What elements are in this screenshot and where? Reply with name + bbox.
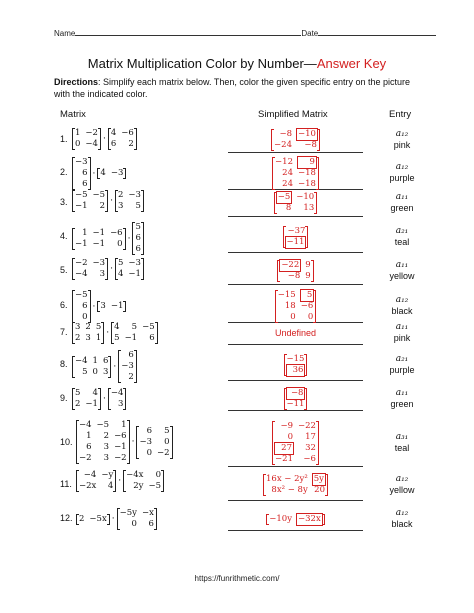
matrix-cell: 1	[86, 431, 92, 441]
matrix	[111, 322, 157, 344]
answer-field[interactable]	[228, 222, 363, 253]
matrix-cell: 24	[282, 167, 293, 178]
entry-cell	[380, 260, 424, 282]
matrix-cell: 6	[102, 355, 109, 366]
matrix-cell: 0	[164, 436, 170, 447]
matrix-cell: 4	[117, 269, 124, 279]
matrix	[132, 222, 143, 255]
matrix-cell: −11	[286, 237, 305, 247]
entry-position: a₂₁	[395, 354, 409, 364]
answer-field[interactable]	[228, 508, 363, 531]
answer-field[interactable]	[228, 388, 363, 411]
matrix-cell: 6	[135, 244, 141, 254]
problem-expression	[72, 222, 144, 255]
name-blank[interactable]	[75, 27, 301, 36]
matrix-cell: −4x	[126, 470, 144, 480]
multiply-dot: ·	[118, 476, 122, 486]
entry-color: yellow	[389, 485, 415, 495]
matrix-cell: 36	[287, 365, 305, 376]
matrix-cell: 0	[131, 519, 137, 529]
title-answer-key: Answer Key	[316, 56, 387, 71]
matrix-cell: 13	[303, 203, 315, 213]
matrix-cell: 3	[85, 333, 91, 343]
matrix-cell: −2	[79, 453, 92, 463]
matrix	[263, 474, 328, 496]
matrix	[115, 258, 144, 280]
entry-position: a₁₁	[395, 192, 409, 202]
entry-cell	[380, 192, 424, 214]
date-blank[interactable]	[318, 27, 436, 36]
problem-number: 8.	[60, 359, 68, 369]
matrix-cell: 32	[305, 443, 316, 453]
matrix-cell: −2	[114, 453, 127, 463]
answer-field[interactable]	[228, 470, 363, 501]
col-header-simplified: Simplified Matrix	[258, 109, 328, 120]
matrix-cell: 9	[305, 271, 311, 281]
matrix	[136, 426, 172, 459]
multiply-dot: ·	[127, 233, 131, 244]
matrix-cell: −6	[110, 227, 123, 238]
multiply-dot: ·	[110, 196, 113, 206]
col-header-entry: Entry	[389, 109, 412, 120]
matrix-cell: −3	[139, 436, 152, 447]
matrix	[115, 190, 144, 212]
matrix	[76, 420, 130, 464]
problem-number: 10.	[60, 437, 73, 447]
title-main: Matrix Multiplication Color by Number—	[87, 56, 317, 71]
problem-number: 5.	[60, 265, 68, 275]
problem-number: 7.	[60, 327, 68, 337]
matrix-cell: −5	[142, 322, 155, 332]
answer-field[interactable]	[228, 322, 363, 345]
matrix-cell: 5	[95, 322, 102, 332]
matrix-cell: −5	[96, 420, 110, 430]
matrix-cell: 1	[75, 128, 81, 138]
directions-text: : Simplify each matrix below. Then, color the given specific entry on the picture with the indicated color.	[54, 77, 411, 99]
multiply-dot: ·	[92, 168, 96, 179]
matrix-cell: 5	[131, 322, 138, 332]
matrix	[72, 290, 91, 323]
problem-number: 12.	[60, 513, 73, 523]
multiply-dot: ·	[111, 514, 115, 524]
matrix-cell: −2	[157, 447, 170, 458]
problem-expression	[76, 470, 164, 492]
matrix-cell: −2	[75, 258, 88, 268]
matrix-cell: −32x	[298, 513, 321, 524]
entry-cell	[380, 295, 424, 317]
entry-cell	[380, 388, 424, 410]
name-label: Name	[54, 29, 76, 38]
matrix-cell: −6	[114, 431, 127, 441]
problem-expression	[72, 350, 137, 383]
matrix-cell: −37	[287, 226, 306, 236]
matrix-cell: 9	[298, 157, 316, 168]
matrix-cell: −8	[304, 140, 317, 150]
matrix-cell: 6	[148, 519, 154, 529]
matrix-cell: −1	[92, 238, 106, 249]
matrix-cell: 1	[82, 227, 88, 238]
matrix-cell: −8	[287, 388, 305, 399]
problem-expression	[76, 508, 157, 530]
problem-expression	[72, 322, 158, 344]
problem-expression	[72, 388, 126, 410]
matrix-cell: 6	[82, 168, 88, 178]
matrix-cell: 5	[114, 333, 120, 343]
matrix-cell: −21	[275, 454, 293, 464]
entry-cell	[380, 322, 424, 344]
answer-field[interactable]	[228, 420, 363, 467]
matrix	[284, 388, 308, 410]
entry-color: black	[391, 306, 413, 316]
col-header-matrix: Matrix	[60, 109, 86, 120]
matrix-cell: −1	[114, 442, 127, 452]
matrix-cell: −4	[83, 470, 97, 480]
entry-color: yellow	[389, 271, 415, 281]
entry-cell	[380, 474, 424, 496]
matrix-cell: −5	[92, 190, 106, 200]
matrix-cell: 18	[284, 300, 296, 311]
multiply-dot: ·	[113, 361, 117, 372]
matrix-cell: 6	[149, 333, 155, 343]
matrix	[277, 260, 313, 282]
matrix	[266, 514, 324, 525]
matrix-cell: 1	[121, 420, 127, 430]
matrix-cell: 24	[282, 178, 293, 189]
entry-color: teal	[394, 443, 410, 453]
entry-color: purple	[389, 173, 415, 183]
entry-color: black	[391, 519, 413, 529]
matrix-cell: −3	[128, 190, 141, 200]
answer-field[interactable]	[228, 128, 363, 153]
matrix-cell: 4	[92, 388, 98, 398]
page-title	[0, 56, 474, 71]
entry-color: pink	[393, 333, 411, 343]
matrix-cell: −9	[280, 421, 293, 431]
entry-position: a₁₁	[395, 388, 409, 398]
matrix-cell: −10	[296, 192, 315, 202]
problem-expression	[72, 157, 126, 190]
matrix-cell: −4	[75, 269, 88, 279]
matrix	[72, 128, 101, 150]
entry-color: green	[390, 399, 414, 409]
matrix-cell: −5x	[89, 513, 107, 524]
matrix-cell: 6	[82, 179, 88, 189]
matrix-cell: −1	[75, 201, 88, 211]
matrix-cell: 6	[128, 350, 134, 360]
matrix	[123, 470, 164, 492]
matrix-cell: 1	[92, 355, 98, 366]
matrix-cell: 5	[164, 425, 170, 436]
matrix-cell: 0	[75, 139, 81, 149]
entry-position: a₁₂	[395, 474, 409, 484]
matrix-cell: 6	[82, 301, 88, 311]
date-label: Date	[301, 29, 319, 38]
matrix	[97, 168, 126, 179]
matrix-cell: −22	[298, 421, 316, 431]
matrix-cell: −1	[85, 399, 98, 409]
matrix	[108, 388, 127, 410]
problem-number: 11.	[60, 479, 72, 489]
matrix-cell: 5y	[313, 474, 324, 484]
matrix-cell: 2y	[133, 481, 144, 491]
entry-cell	[380, 432, 424, 454]
matrix-cell: 5	[82, 366, 88, 377]
matrix	[118, 350, 137, 383]
matrix	[274, 192, 317, 214]
matrix-cell: −18	[298, 178, 316, 189]
matrix-cell: −1	[110, 301, 124, 311]
matrix-cell: 2	[79, 513, 85, 524]
problem-number: 6.	[60, 300, 68, 310]
matrix-cell: 5	[75, 388, 81, 398]
matrix-cell: 1	[95, 333, 102, 343]
matrix-cell: 3	[102, 366, 109, 377]
matrix-cell: −11	[286, 399, 305, 409]
matrix	[117, 508, 157, 530]
matrix-cell: 5	[117, 258, 124, 268]
matrix-cell: −24	[274, 140, 292, 150]
matrix-cell: −3	[121, 361, 134, 371]
matrix-cell: −10y	[269, 513, 292, 524]
matrix-cell: 8x² − 8y	[271, 485, 308, 495]
matrix-cell: 3	[99, 269, 106, 279]
matrix-cell: −3	[75, 157, 88, 167]
matrix	[275, 290, 316, 323]
matrix	[272, 421, 319, 465]
matrix-cell: −3	[128, 258, 141, 268]
matrix-cell: 5	[135, 201, 141, 211]
entry-position: a₁₁	[395, 260, 409, 270]
matrix-cell: 0	[307, 311, 314, 322]
matrix-cell: 6	[135, 233, 141, 243]
matrix	[76, 514, 110, 525]
answer-field[interactable]	[228, 258, 363, 285]
problem-number: 2.	[60, 167, 68, 177]
problem-number: 4.	[60, 231, 68, 241]
matrix-cell: −3	[110, 168, 124, 178]
matrix-cell: 4	[110, 128, 117, 138]
answer-field[interactable]	[228, 290, 363, 323]
matrix	[72, 190, 108, 212]
matrix-cell: −12	[275, 156, 293, 167]
matrix	[108, 128, 137, 150]
entry-position: a₁₂	[395, 162, 409, 172]
name-date-line	[54, 27, 436, 38]
matrix-cell: −1	[92, 227, 106, 238]
multiply-dot: ·	[106, 328, 110, 338]
matrix-cell: −6	[121, 128, 134, 138]
entry-position: a₁₂	[395, 129, 409, 139]
matrix	[72, 258, 108, 280]
matrix	[76, 470, 116, 492]
entry-cell	[380, 129, 424, 151]
matrix-cell: −15	[286, 354, 305, 364]
matrix-cell: −5y	[119, 508, 137, 518]
matrix-cell: 2	[128, 139, 134, 149]
matrix	[271, 129, 320, 151]
matrix-cell: 2	[75, 399, 81, 409]
footer-url: https://funrithmetic.com/	[194, 574, 280, 583]
matrix-cell: 4	[114, 322, 120, 332]
multiply-dot: ·	[102, 394, 106, 404]
matrix-cell: 2	[117, 190, 124, 200]
matrix-cell: 3	[117, 201, 124, 211]
matrix-cell: −1	[124, 333, 138, 343]
matrix-cell: −5	[75, 290, 88, 300]
entry-cell	[380, 508, 424, 530]
entry-cell	[380, 226, 424, 248]
matrix-cell: 3	[100, 301, 106, 311]
matrix-cell: 3	[75, 322, 81, 332]
matrix-cell: −4	[79, 420, 92, 430]
matrix-cell: −8	[279, 129, 292, 139]
multiply-dot: ·	[102, 134, 106, 144]
problem-expression	[76, 420, 173, 464]
matrix-cell: −4	[85, 139, 98, 149]
matrix-cell: 4	[107, 481, 114, 491]
directions-label: Directions	[54, 77, 99, 87]
entry-color: purple	[389, 365, 415, 375]
matrix-cell: 20	[314, 485, 325, 495]
matrix-cell: 0	[290, 311, 296, 322]
matrix-cell: 2	[85, 322, 91, 332]
matrix-cell: −4	[75, 355, 88, 366]
multiply-dot: ·	[131, 437, 135, 447]
matrix	[272, 157, 319, 190]
matrix-cell: 9	[305, 260, 311, 270]
matrix-cell: 2	[103, 431, 110, 441]
problem-expression	[72, 128, 137, 150]
matrix-cell: −x	[141, 508, 154, 518]
matrix-cell: −18	[298, 167, 316, 178]
entry-color: green	[390, 203, 414, 213]
matrix-cell: 2	[75, 333, 81, 343]
matrix-cell: −4	[110, 388, 124, 398]
matrix-cell: 2	[128, 372, 134, 382]
entry-cell	[380, 354, 424, 376]
entry-color: pink	[393, 140, 411, 150]
multiply-dot: ·	[110, 264, 113, 274]
matrix-cell: −6	[300, 300, 314, 311]
matrix-cell: −2	[85, 128, 98, 138]
matrix-cell: 0	[155, 470, 161, 480]
matrix-cell: −5	[75, 190, 88, 200]
matrix	[97, 301, 126, 312]
problem-expression	[72, 258, 144, 280]
matrix-cell: 0	[117, 238, 123, 249]
matrix-cell: 2	[99, 201, 106, 211]
entry-cell	[380, 162, 424, 184]
entry-position: a₁₁	[395, 322, 409, 332]
matrix-cell: 5	[135, 222, 141, 232]
matrix-cell: 0	[146, 447, 152, 458]
answer-field[interactable]	[228, 157, 363, 190]
matrix-cell: −10	[298, 129, 316, 139]
matrix	[72, 388, 101, 410]
matrix	[72, 356, 111, 378]
problem-number: 3.	[60, 197, 68, 207]
directions	[54, 76, 424, 100]
matrix-cell: 6	[110, 139, 117, 149]
matrix-cell: −1	[128, 269, 141, 279]
matrix-cell: 3	[117, 399, 124, 409]
matrix-cell: −5	[148, 481, 161, 491]
matrix-cell: −3	[92, 258, 106, 268]
matrix-cell: −1	[75, 238, 88, 249]
problem-number: 1.	[60, 134, 68, 144]
matrix-cell: 3	[103, 442, 110, 452]
matrix-cell: 0	[92, 366, 98, 377]
matrix-cell: −15	[277, 289, 296, 300]
matrix-cell: −2x	[79, 481, 97, 491]
matrix-cell: −6	[303, 454, 316, 464]
matrix-cell: −22	[281, 260, 300, 270]
matrix-cell: 6	[86, 442, 92, 452]
matrix-cell: 16x − 2y²	[266, 474, 308, 484]
matrix	[283, 226, 309, 248]
matrix	[72, 228, 126, 250]
problem-expression	[72, 190, 144, 212]
matrix-cell: 27	[275, 443, 293, 454]
matrix-cell: 0	[287, 432, 293, 442]
matrix-cell: −y	[101, 470, 114, 480]
entry-position: a₂₁	[395, 226, 409, 236]
matrix-cell: 4	[100, 168, 106, 178]
multiply-dot: ·	[92, 301, 96, 312]
matrix-cell: 6	[146, 425, 152, 436]
entry-color: teal	[394, 237, 410, 247]
problem-number: 9.	[60, 393, 68, 403]
entry-position: a₁₂	[395, 295, 409, 305]
undefined-answer: Undefined	[274, 328, 317, 338]
matrix	[72, 157, 91, 190]
matrix-cell: 8	[285, 203, 292, 213]
matrix-cell: −5	[277, 192, 291, 202]
entry-position: a₁₂	[395, 508, 409, 518]
problem-expression	[72, 290, 126, 323]
matrix-cell: 0	[82, 312, 88, 322]
matrix-cell: 5	[301, 290, 314, 301]
matrix	[72, 322, 104, 344]
matrix-cell: 3	[103, 453, 110, 463]
answer-field[interactable]	[228, 350, 363, 381]
entry-position: a₃₁	[395, 432, 409, 442]
matrix	[284, 354, 308, 376]
matrix-cell: 17	[305, 432, 316, 442]
answer-field[interactable]	[228, 190, 363, 217]
matrix-cell: −8	[287, 271, 301, 281]
